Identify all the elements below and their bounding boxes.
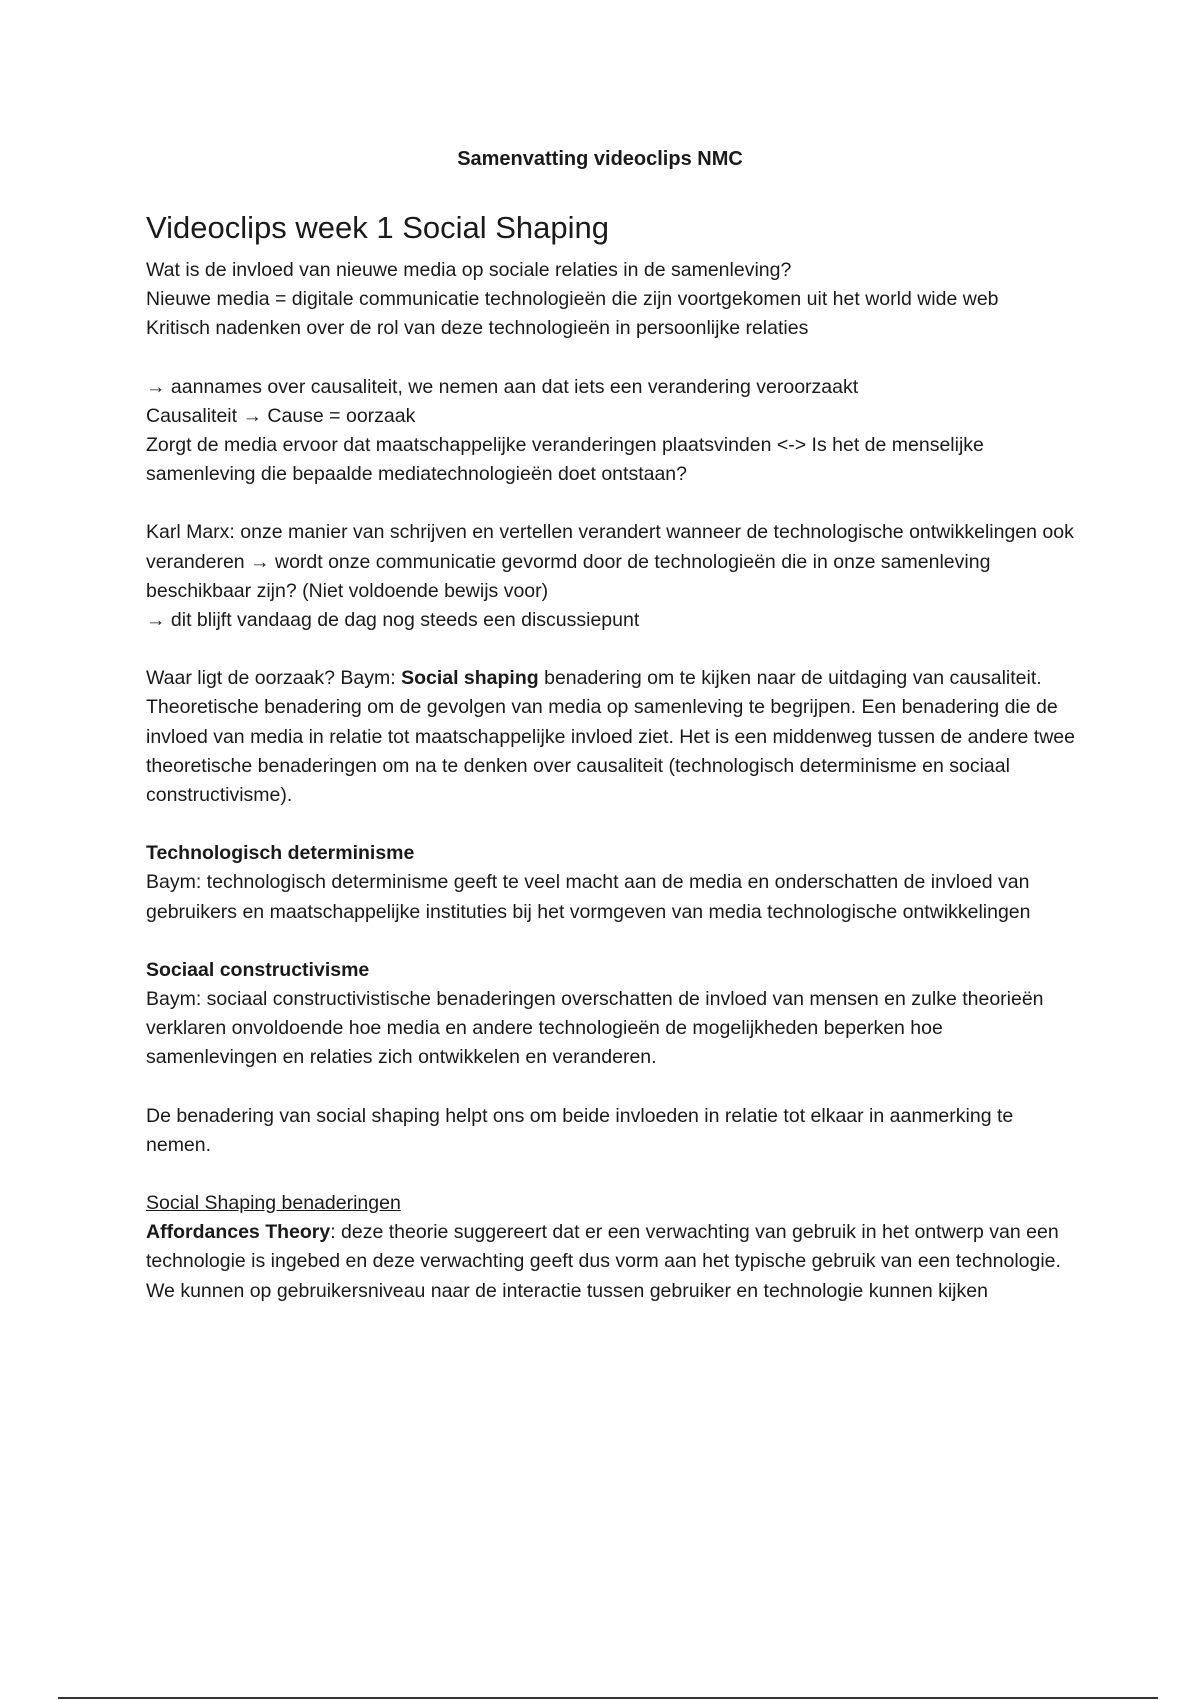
tech-determinism-text: Baym: technologisch determinisme geeft te veel macht aan de media en onderschatten de invloed van gebruikers en maatschappelijke instituties bij het vormgeven van media technologische ontwikkelingen <box>146 871 1031 923</box>
intro-question: Wat is de invloed van nieuwe media op sociale relaties in de samenleving? <box>146 259 792 281</box>
affordances-paragraph <box>146 1218 1076 1306</box>
causality-assumptions: → aannames over causaliteit, we nemen aan dat iets een verandering veroorzaakt <box>146 375 859 398</box>
baym-paragraph <box>146 664 1076 810</box>
social-shaping-help: De benadering van social shaping helpt ons om beide invloeden in relatie tot elkaar in aanmerking te nemen. <box>146 1104 1014 1156</box>
paragraph-gap <box>146 1073 1076 1102</box>
document-title: Samenvatting videoclips NMC <box>457 148 743 170</box>
approaches-heading-line <box>146 1189 1076 1218</box>
paragraph-gap <box>146 810 1076 839</box>
footer-divider <box>58 1697 1158 1699</box>
causality-question: Zorgt de media ervoor dat maatschappelijke veranderingen plaatsvinden <-> Is het de menselijke samenleving die bepaalde mediatechnologieën doet ontstaan? <box>146 434 984 486</box>
affordances-text: : deze theorie suggereert dat er een verwachting van gebruik in het ontwerp van een technologie is ingebed en deze verwachting geeft dus vorm aan het typische gebruik van een technologie. We kunnen op gebruikersniveau naar de interactie tussen gebruiker en technologie kunnen kijken <box>146 1221 1061 1302</box>
section-heading: Videoclips week 1 Social Shaping <box>146 210 610 245</box>
tech-determinism-heading: Technologisch determinisme <box>146 842 415 865</box>
marx-paragraph: Karl Marx: onze manier van schrijven en vertellen verandert wanneer de technologische ontwikkelingen ook veranderen → wordt onze communicatie gevormd door de technologieën die in onze samenleving beschikbaar zijn? (Niet voldoende bewijs voor) <box>146 521 1074 602</box>
approaches-heading: Social Shaping benaderingen <box>146 1192 401 1215</box>
social-constructivism-heading: Sociaal constructivisme <box>146 958 370 981</box>
social-shaping-term: Social shaping <box>401 667 539 690</box>
baym-intro-text: Waar ligt de oorzaak? Baym: <box>146 667 402 690</box>
intro-critical: Kritisch nadenken over de rol van deze technologieën in persoonlijke relaties <box>146 317 809 340</box>
paragraph-gap <box>146 1160 1076 1189</box>
paragraph-gap <box>146 344 1076 373</box>
causality-cause: Causaliteit → Cause = oorzaak <box>146 404 416 427</box>
document-body <box>146 208 1076 1306</box>
marx-discussion: → dit blijft vandaag de dag nog steeds een discussiepunt <box>146 609 640 632</box>
paragraph-gap <box>146 635 1076 664</box>
paragraph-gap <box>146 489 1076 518</box>
social-constructivism-text: Baym: sociaal constructivistische benaderingen overschatten de invloed van mensen en zulke theorieën verklaren onvoldoende hoe media en andere technologieën de mogelijkheden beperken hoe samenlevingen en relaties zich ontwikkelen en veranderen. <box>146 988 1044 1069</box>
affordances-term: Affordances Theory <box>146 1221 331 1244</box>
baym-body-text: benadering om te kijken naar de uitdaging van causaliteit. Theoretische benadering om de gevolgen van media op samenleving te begrijpen. Een benadering die de invloed van media in relatie tot maatschappelijke invloed ziet. Het is een middenweg tussen de andere twee theoretische benaderingen om na te denken over causaliteit (technologisch determinisme en sociaal constructivisme). <box>146 667 1075 807</box>
intro-definition: Nieuwe media = digitale communicatie technologieën die zijn voortgekomen uit het world wide web <box>146 288 999 311</box>
paragraph-gap <box>146 927 1076 956</box>
